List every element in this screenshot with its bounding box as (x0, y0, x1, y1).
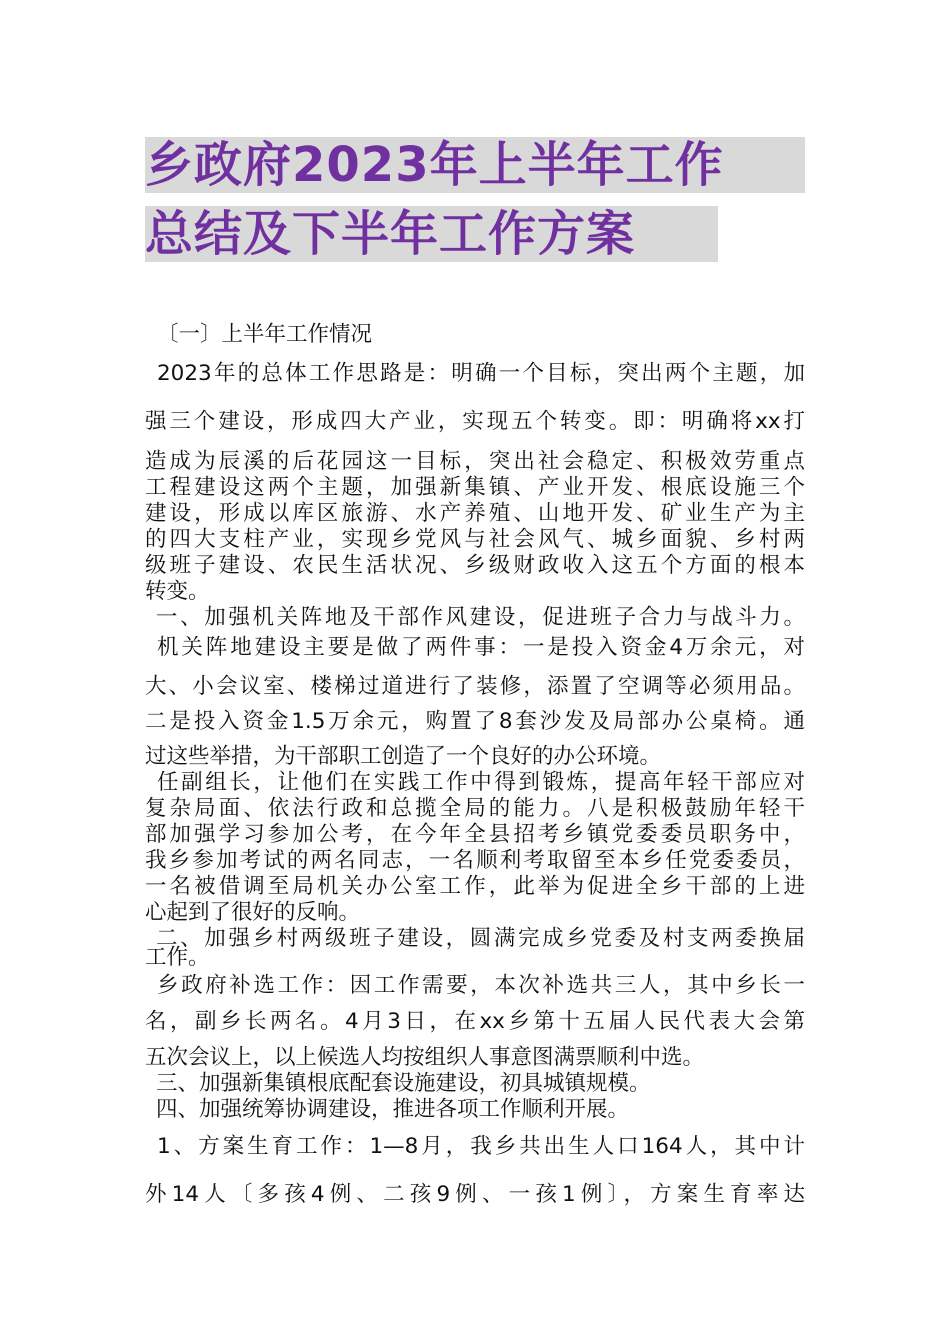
paragraph-line: 二是投入资金1.5万余元，购置了8套沙发及局部办公桌椅。通 (145, 709, 805, 734)
paragraph-line: 机关阵地建设主要是做了两件事：一是投入资金4万余元，对 (157, 635, 805, 660)
paragraph-line: 2023年的总体工作思路是：明确一个目标，突出两个主题，加 (157, 361, 805, 386)
paragraph-line: 转变。 (145, 579, 210, 604)
paragraph-line: 部加强学习参加公考，在今年全县招考乡镇党委委员职务中， (145, 822, 805, 847)
section-heading: 〔一〕上半年工作情况 (157, 322, 373, 347)
paragraph-line: 过这些举措，为干部职工创造了一个良好的办公环境。 (145, 744, 662, 769)
paragraph-line: 复杂局面、依法行政和总揽全局的能力。八是积极鼓励年轻干 (145, 796, 805, 821)
section-heading: 三、加强新集镇根底配套设施建设，初具城镇规模。 (156, 1071, 651, 1096)
section-heading: 二、加强乡村两级班子建设，圆满完成乡党委及村支两委换届 (156, 926, 805, 951)
section-heading: 四、加强统筹协调建设，推进各项工作顺利开展。 (156, 1097, 630, 1122)
paragraph-line: 建设，形成以库区旅游、水产养殖、山地开发、矿业生产为主 (145, 501, 805, 526)
paragraph-line: 外14人〔多孩4例、二孩9例、一孩1例〕，方案生育率达 (145, 1182, 805, 1207)
paragraph-line: 强三个建设，形成四大产业，实现五个转变。即：明确将xx打 (145, 409, 805, 434)
paragraph-line: 1、方案生育工作：1—8月，我乡共出生人口164人，其中计 (157, 1134, 805, 1159)
paragraph-line: 一名被借调至局机关办公室工作，此举为促进全乡干部的上进 (145, 874, 805, 899)
paragraph-line: 级班子建设、农民生活状况、乡级财政收入这五个方面的根本 (145, 553, 805, 578)
paragraph-line: 我乡参加考试的两名同志，一名顺利考取留至本乡任党委委员， (145, 848, 805, 873)
paragraph-line: 任副组长，让他们在实践工作中得到锻炼，提高年轻干部应对 (157, 770, 805, 795)
paragraph-line: 工程建设这两个主题，加强新集镇、产业开发、根底设施三个 (145, 475, 805, 500)
paragraph-line: 乡政府补选工作：因工作需要，本次补选共三人，其中乡长一 (157, 973, 805, 998)
document-title-line-2: 总结及下半年工作方案 (145, 206, 718, 262)
paragraph-line: 心起到了很好的反响。 (145, 900, 361, 925)
document-title-line-1: 乡政府2023年上半年工作 (145, 137, 805, 193)
paragraph-line: 造成为辰溪的后花园这一目标，突出社会稳定、积极效劳重点 (145, 449, 805, 474)
section-heading: 一、加强机关阵地及干部作风建设，促进班子合力与战斗力。 (156, 605, 805, 630)
paragraph-line: 大、小会议室、楼梯过道进行了装修，添置了空调等必须用品。 (145, 674, 805, 699)
paragraph-line: 五次会议上，以上候选人均按组织人事意图满票顺利中选。 (145, 1045, 705, 1070)
section-heading-continued: 工作。 (145, 945, 210, 970)
paragraph-line: 的四大支柱产业，实现乡党风与社会风气、城乡面貌、乡村两 (145, 527, 805, 552)
paragraph-line: 名，副乡长两名。4月3日，在xx乡第十五届人民代表大会第 (145, 1009, 805, 1034)
